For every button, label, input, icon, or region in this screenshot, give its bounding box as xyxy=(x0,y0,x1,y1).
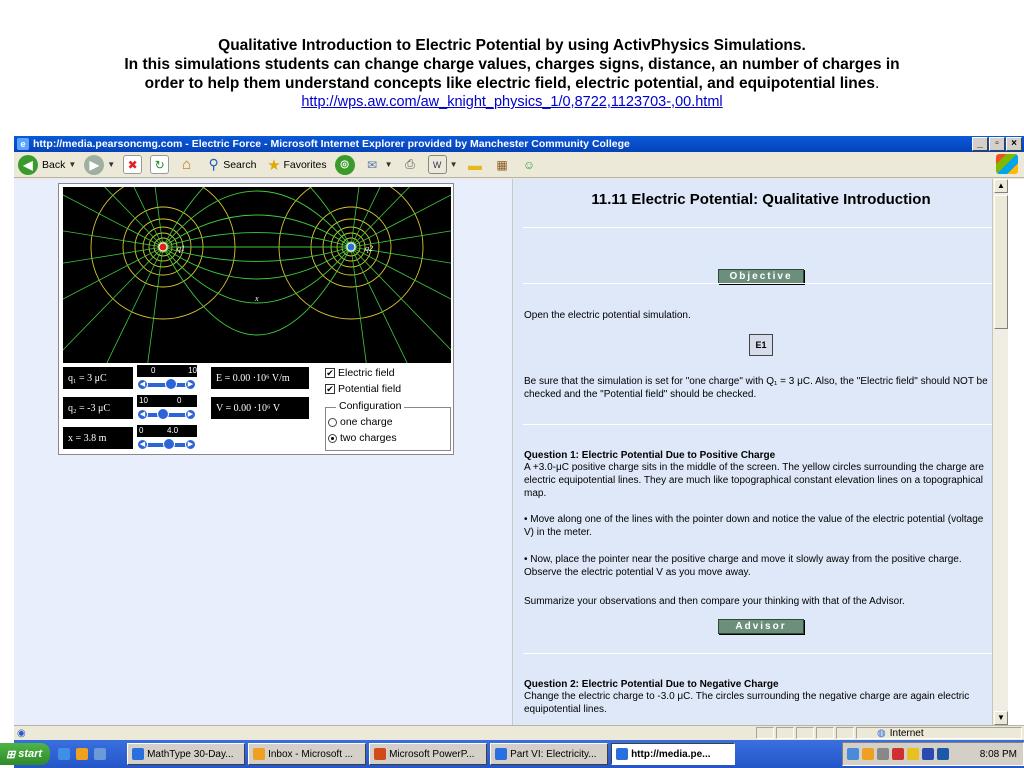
back-button[interactable] xyxy=(18,155,76,175)
powerpoint-icon xyxy=(374,748,386,760)
question1-bullet2: • Now, place the pointer near the positive charge and move it slowly away from the positive charge. Observe the electric potential V as you move away. xyxy=(524,554,962,578)
ie-icon xyxy=(616,748,628,760)
slider-knob[interactable] xyxy=(165,378,177,390)
outlook-quicklaunch-icon[interactable] xyxy=(76,748,88,760)
slide-title-line1: Qualitative Introduction to Electric Potential by using ActivPhysics Simulations. xyxy=(218,37,806,54)
decrement-icon[interactable]: ◀ xyxy=(137,379,148,390)
task-mathtype[interactable]: MathType 30-Day... xyxy=(127,743,245,765)
start-button[interactable]: ⊞ start xyxy=(0,743,50,765)
field-line xyxy=(163,247,351,335)
increment-icon[interactable]: ▶ xyxy=(185,439,196,450)
field-canvas[interactable] xyxy=(63,187,451,363)
favorites-button[interactable] xyxy=(264,155,326,174)
tray-icon[interactable] xyxy=(847,748,859,760)
tray-icon[interactable] xyxy=(862,748,874,760)
radio-icon xyxy=(328,434,337,443)
star-icon: ★ xyxy=(267,156,281,174)
summarize-text: Summarize your observations and then compare your thinking with that of the Advisor. xyxy=(524,596,905,607)
tray-icon[interactable] xyxy=(892,748,904,760)
configuration-legend: Configuration xyxy=(336,400,404,412)
distance-readout: x = 3.8 m xyxy=(63,427,133,449)
security-zone: ◍ Internet xyxy=(856,727,1022,739)
field-line xyxy=(63,247,163,363)
distance-label: x xyxy=(255,294,259,303)
refresh-button[interactable] xyxy=(150,155,169,174)
field-line xyxy=(351,187,438,247)
field-line xyxy=(63,187,163,247)
q1-slider[interactable] xyxy=(135,365,199,391)
window-titlebar xyxy=(14,136,1024,152)
tray-icon[interactable] xyxy=(922,748,934,760)
increment-icon[interactable]: ▶ xyxy=(185,409,196,420)
ie-quicklaunch-icon[interactable] xyxy=(58,748,70,760)
globe-icon: ◍ xyxy=(877,727,886,739)
field-line xyxy=(351,247,451,363)
page-icon: ◉ xyxy=(17,727,26,739)
task-powerpoint[interactable]: Microsoft PowerP... xyxy=(369,743,487,765)
simulation-launch-icon[interactable]: E1 xyxy=(749,334,773,356)
status-bar xyxy=(14,725,1024,740)
lesson-pane xyxy=(512,179,1008,725)
charge2-label: q2 xyxy=(365,244,373,253)
checkbox-icon: ✔ xyxy=(326,384,334,394)
maximize-button[interactable]: ▫ xyxy=(989,137,1005,151)
windows-flag-icon: ⊞ xyxy=(6,748,16,761)
q2-slider[interactable] xyxy=(135,395,199,421)
minimize-button[interactable]: _ xyxy=(972,137,988,151)
one-charge-radio[interactable]: one charge xyxy=(328,416,393,428)
potential-field-label: Potential field xyxy=(338,383,402,395)
dropdown-arrow-icon: ▼ xyxy=(384,160,393,169)
folder-button[interactable] xyxy=(466,155,485,174)
clock: 8:08 PM xyxy=(979,748,1017,760)
quick-launch xyxy=(58,748,106,760)
simulation-applet xyxy=(58,183,454,455)
potential-readout: V = 0.00 ·10⁶ V xyxy=(211,397,309,419)
potential-field-checkbox[interactable] xyxy=(325,383,401,395)
simulation-pane xyxy=(14,179,512,725)
control-panel xyxy=(63,367,451,451)
field-line xyxy=(163,187,351,247)
advisor-button[interactable]: Advisor xyxy=(718,619,804,634)
question1-bullet1: • Move along one of the lines with the pointer down and notice the value of the electric potential (voltage V) in the meter. xyxy=(524,514,984,538)
field-line xyxy=(351,187,451,247)
electric-field-label: Electric field xyxy=(338,367,395,379)
electric-field-checkbox[interactable] xyxy=(325,367,395,379)
home-button[interactable] xyxy=(177,155,196,174)
scroll-thumb[interactable] xyxy=(994,195,1008,329)
back-arrow-icon: ◀ xyxy=(18,155,38,175)
objective-button[interactable]: Objective xyxy=(718,269,804,284)
media-icon: ◎ xyxy=(335,155,355,175)
edit-button[interactable] xyxy=(428,155,458,174)
divider xyxy=(523,227,997,228)
dropdown-arrow-icon: ▼ xyxy=(449,160,458,169)
increment-icon[interactable]: ▶ xyxy=(185,379,196,390)
back-label: Back xyxy=(42,158,66,171)
forward-arrow-icon: ▶ xyxy=(84,155,104,175)
setup-instructions: Be sure that the simulation is set for "one charge" with Q₁ = 3 μC. Also, the "Electric field" should NOT be checked and the "Potential field" should be checked. xyxy=(524,376,988,400)
system-tray xyxy=(842,742,1024,766)
stop-button[interactable] xyxy=(123,155,142,174)
search-label: Search xyxy=(223,158,257,171)
decrement-icon[interactable]: ◀ xyxy=(137,439,148,450)
field-line xyxy=(163,215,351,247)
decrement-icon[interactable]: ◀ xyxy=(137,409,148,420)
taskbar xyxy=(6,740,1024,768)
messenger-icon: ☺ xyxy=(522,157,536,172)
slider-scale: 0 4.0 xyxy=(137,425,197,437)
close-button[interactable]: × xyxy=(1006,137,1022,151)
divider xyxy=(523,283,997,284)
field-line xyxy=(163,247,351,279)
dropdown-arrow-icon: ▼ xyxy=(107,160,116,169)
q1-readout: q₁ = 3 μC xyxy=(63,367,133,389)
ie-icon xyxy=(495,748,507,760)
tray-icon[interactable] xyxy=(937,748,949,760)
task-media-pearson[interactable]: http://media.pe... xyxy=(611,743,735,765)
windows-logo-icon xyxy=(996,154,1018,174)
home-icon: ⌂ xyxy=(182,156,192,173)
checkbox-icon: ✔ xyxy=(326,368,334,378)
word-icon: W xyxy=(428,155,447,174)
media-button[interactable] xyxy=(335,155,355,175)
slider-knob[interactable] xyxy=(163,438,175,450)
lesson-title: 11.11 Electric Potential: Qualitative Introduction xyxy=(591,191,931,208)
field-line xyxy=(163,191,351,247)
e-field-readout: E = 0.00 ·10⁶ V/m xyxy=(211,367,309,389)
slide-header xyxy=(0,0,1024,134)
search-button[interactable] xyxy=(204,155,256,174)
research-icon: ▦ xyxy=(496,157,508,172)
question2-heading: Question 2: Electric Potential Due to Negative Charge xyxy=(524,679,779,690)
tray-icon[interactable] xyxy=(877,748,889,760)
search-icon: ⚲ xyxy=(208,156,219,172)
ie-icon: e xyxy=(17,138,29,150)
field-line xyxy=(76,187,163,247)
printer-icon: ⎙ xyxy=(405,157,415,171)
refresh-icon: ↻ xyxy=(150,155,169,174)
slider-scale: 10 0 xyxy=(137,395,197,407)
dropdown-arrow-icon: ▼ xyxy=(68,160,77,169)
outlook-icon xyxy=(253,748,265,760)
charge1-label: q1 xyxy=(177,244,185,253)
toolbar xyxy=(14,152,1024,178)
two-charges-radio[interactable]: two charges xyxy=(328,432,397,444)
question2-body: Change the electric charge to -3.0 μC. The circles surrounding the negative charge are again electric equipotential lines. xyxy=(524,691,970,715)
folder-icon: ▬ xyxy=(468,156,482,173)
radio-icon xyxy=(328,418,337,427)
desktop-quicklaunch-icon[interactable] xyxy=(94,748,106,760)
page-content xyxy=(14,179,1024,725)
configuration-group xyxy=(325,400,451,451)
print-button[interactable] xyxy=(401,155,420,174)
negative-charge xyxy=(347,243,355,251)
slide-title-line3: order to help them understand concepts like electric field, electric potential, and equipotential lines. xyxy=(144,75,880,92)
question1-heading: Question 1: Electric Potential Due to Positive Charge xyxy=(524,450,776,461)
forward-button[interactable] xyxy=(84,155,115,175)
mail-button[interactable] xyxy=(363,155,393,174)
window-title: http://media.pearsoncmg.com - Electric Force - Microsoft Internet Explorer provided by Manchester Community College xyxy=(33,138,630,150)
task-inbox[interactable]: Inbox - Microsoft ... xyxy=(248,743,366,765)
scroll-up-icon[interactable]: ▲ xyxy=(994,179,1008,193)
tray-icon[interactable] xyxy=(907,748,919,760)
ie-icon xyxy=(132,748,144,760)
divider xyxy=(523,424,997,425)
browser-window xyxy=(6,136,1024,768)
slide-link[interactable]: http://wps.aw.com/aw_knight_physics_1/0,8722,1123703-,00.html xyxy=(301,94,723,110)
slider-knob[interactable] xyxy=(157,408,169,420)
vertical-scrollbar[interactable] xyxy=(992,179,1008,725)
divider xyxy=(523,653,997,654)
mail-icon: ✉ xyxy=(367,157,378,172)
open-simulation-text: Open the electric potential simulation. xyxy=(524,310,691,321)
taskbar-items xyxy=(124,743,735,765)
distance-slider[interactable] xyxy=(135,425,199,451)
task-part-vi[interactable]: Part VI: Electricity... xyxy=(490,743,608,765)
q2-readout: q₂ = -3 μC xyxy=(63,397,133,419)
positive-charge xyxy=(159,243,167,251)
scroll-down-icon[interactable]: ▼ xyxy=(994,711,1008,725)
messenger-button[interactable] xyxy=(520,155,539,174)
slider-scale: 0 10 xyxy=(137,365,197,377)
favorites-label: Favorites xyxy=(283,158,327,171)
slide-title-line2: In this simulations students can change charge values, charges signs, distance, an number of charges in xyxy=(124,56,900,73)
question1-body: A +3.0-μC positive charge sits in the middle of the screen. The yellow circles surrounding the charge are electric equipotential lines. They are much like topographical constant elevation lines on a topographical map. xyxy=(524,462,984,499)
research-button[interactable] xyxy=(493,155,512,174)
stop-icon: ✖ xyxy=(123,155,142,174)
